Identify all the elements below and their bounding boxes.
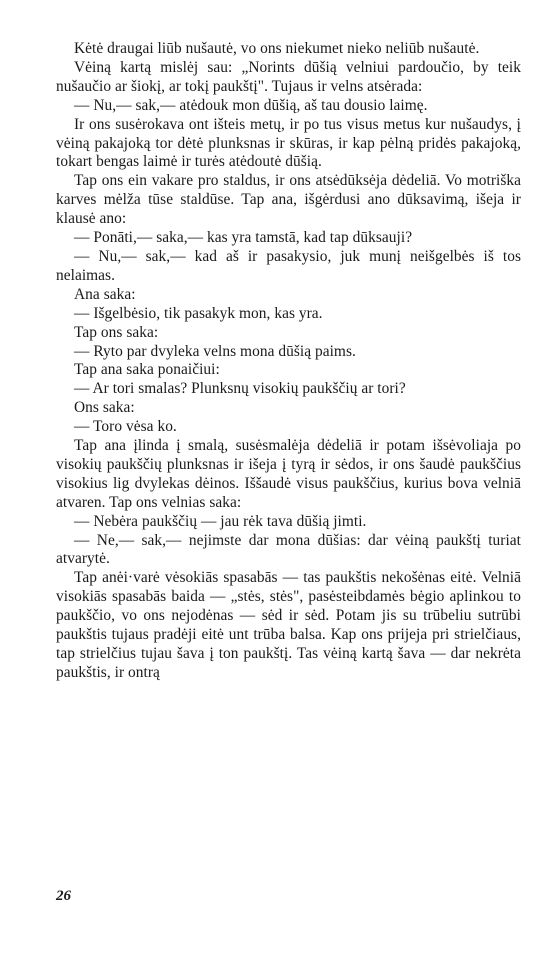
dialogue-line: — Nu,— sak,— kad aš ir pasakysio, juk munį neišgelbės iš tos nelaimas. bbox=[56, 247, 521, 284]
paragraph: Tap ana saka ponaičiui: bbox=[74, 361, 220, 379]
paragraph: Ir ons susėrokava ont išteis metų, ir po tus visus metus kur nušaudys, į vėiną pakajoką tor dėtė plunksnas ir skūras, ir kap pėlną pridės pakajoką, tokart bengas laimė ir turės atėdoutė dūšią. bbox=[56, 115, 521, 171]
dialogue-line: — Nu,— sak,— atėdouk mon dūšią, aš tau dousio laimę. bbox=[74, 96, 428, 114]
paragraph: Vėiną kartą mislėj sau: „Norints dūšią velniui pardoučio, by teik nušaučio ar šiokį, ar tokį paukštį". Tujaus ir velns atsėrada: bbox=[56, 58, 521, 95]
paragraph: Tap ons ein vakare pro staldus, ir ons atsėdūksėja dėdeliā. Vo motriška karves mėlža tūse staldūse. Tap ana, išgėrdusi ano dūksavimą, išeja ir klausė ano: bbox=[56, 172, 521, 228]
dialogue-line: — Ryto par dvyleka velns mona dūšią paims. bbox=[74, 342, 356, 360]
paragraph: Tap ons saka: bbox=[74, 323, 159, 341]
paragraph: Tap anėi·varė vėsokiās spasabās — tas paukštis nekošėnas eitė. Velniā visokiās spasabās baida — „stės, stės", pasėsteibdamės bėgio aplinkou to paukščio, vo ons nejodėnas — sėd ir sėd. Potam jis su trūbeliu sutrūbi paukštis tujaus pradėji eitė unt trūba balsa. Kap ons prijeja pri strielčiaus, tap strielčius tujau šava į ton paukštį. Tas vėiną kartą šava — dar nekrėta paukštis, ir ontrą bbox=[56, 569, 521, 681]
page-text bbox=[56, 40, 521, 683]
dialogue-line: — Išgelbėsio, tik pasakyk mon, kas yra. bbox=[74, 304, 323, 322]
paragraph: Ons saka: bbox=[74, 399, 135, 417]
paragraph: Ana saka: bbox=[74, 285, 136, 303]
book-page bbox=[56, 40, 521, 940]
dialogue-line: — Ar tori smalas? Plunksnų visokių paukščių ar tori? bbox=[74, 380, 406, 398]
dialogue-line: — Ne,— sak,— nejimste dar mona dūšias: dar vėiną paukštį turiat atvarytė. bbox=[56, 531, 521, 568]
paragraph: Kėtė draugai liūb nušautė, vo ons niekumet nieko neliūb nušautė. bbox=[74, 40, 480, 57]
paragraph: Tap ana įlinda į smalą, susėsmalėja dėdeliā ir potam išsėvoliaja po visokių paukščių plunksnas ir išeja į tyrą ir sėdos, ir ons šaudė paukščius visokius lig dvylekas dėinos. Iššaudė visus paukščius, kurius bova velniā atvaren. Tap ons velnias saka: bbox=[56, 437, 521, 511]
dialogue-line: — Toro vėsa ko. bbox=[74, 418, 177, 436]
dialogue-line: — Nebėra paukščių — jau rėk tava dūšią jimti. bbox=[74, 512, 367, 530]
dialogue-line: — Ponāti,— saka,— kas yra tamstā, kad tap dūksauji? bbox=[74, 229, 413, 247]
page-number: 26 bbox=[56, 888, 71, 904]
